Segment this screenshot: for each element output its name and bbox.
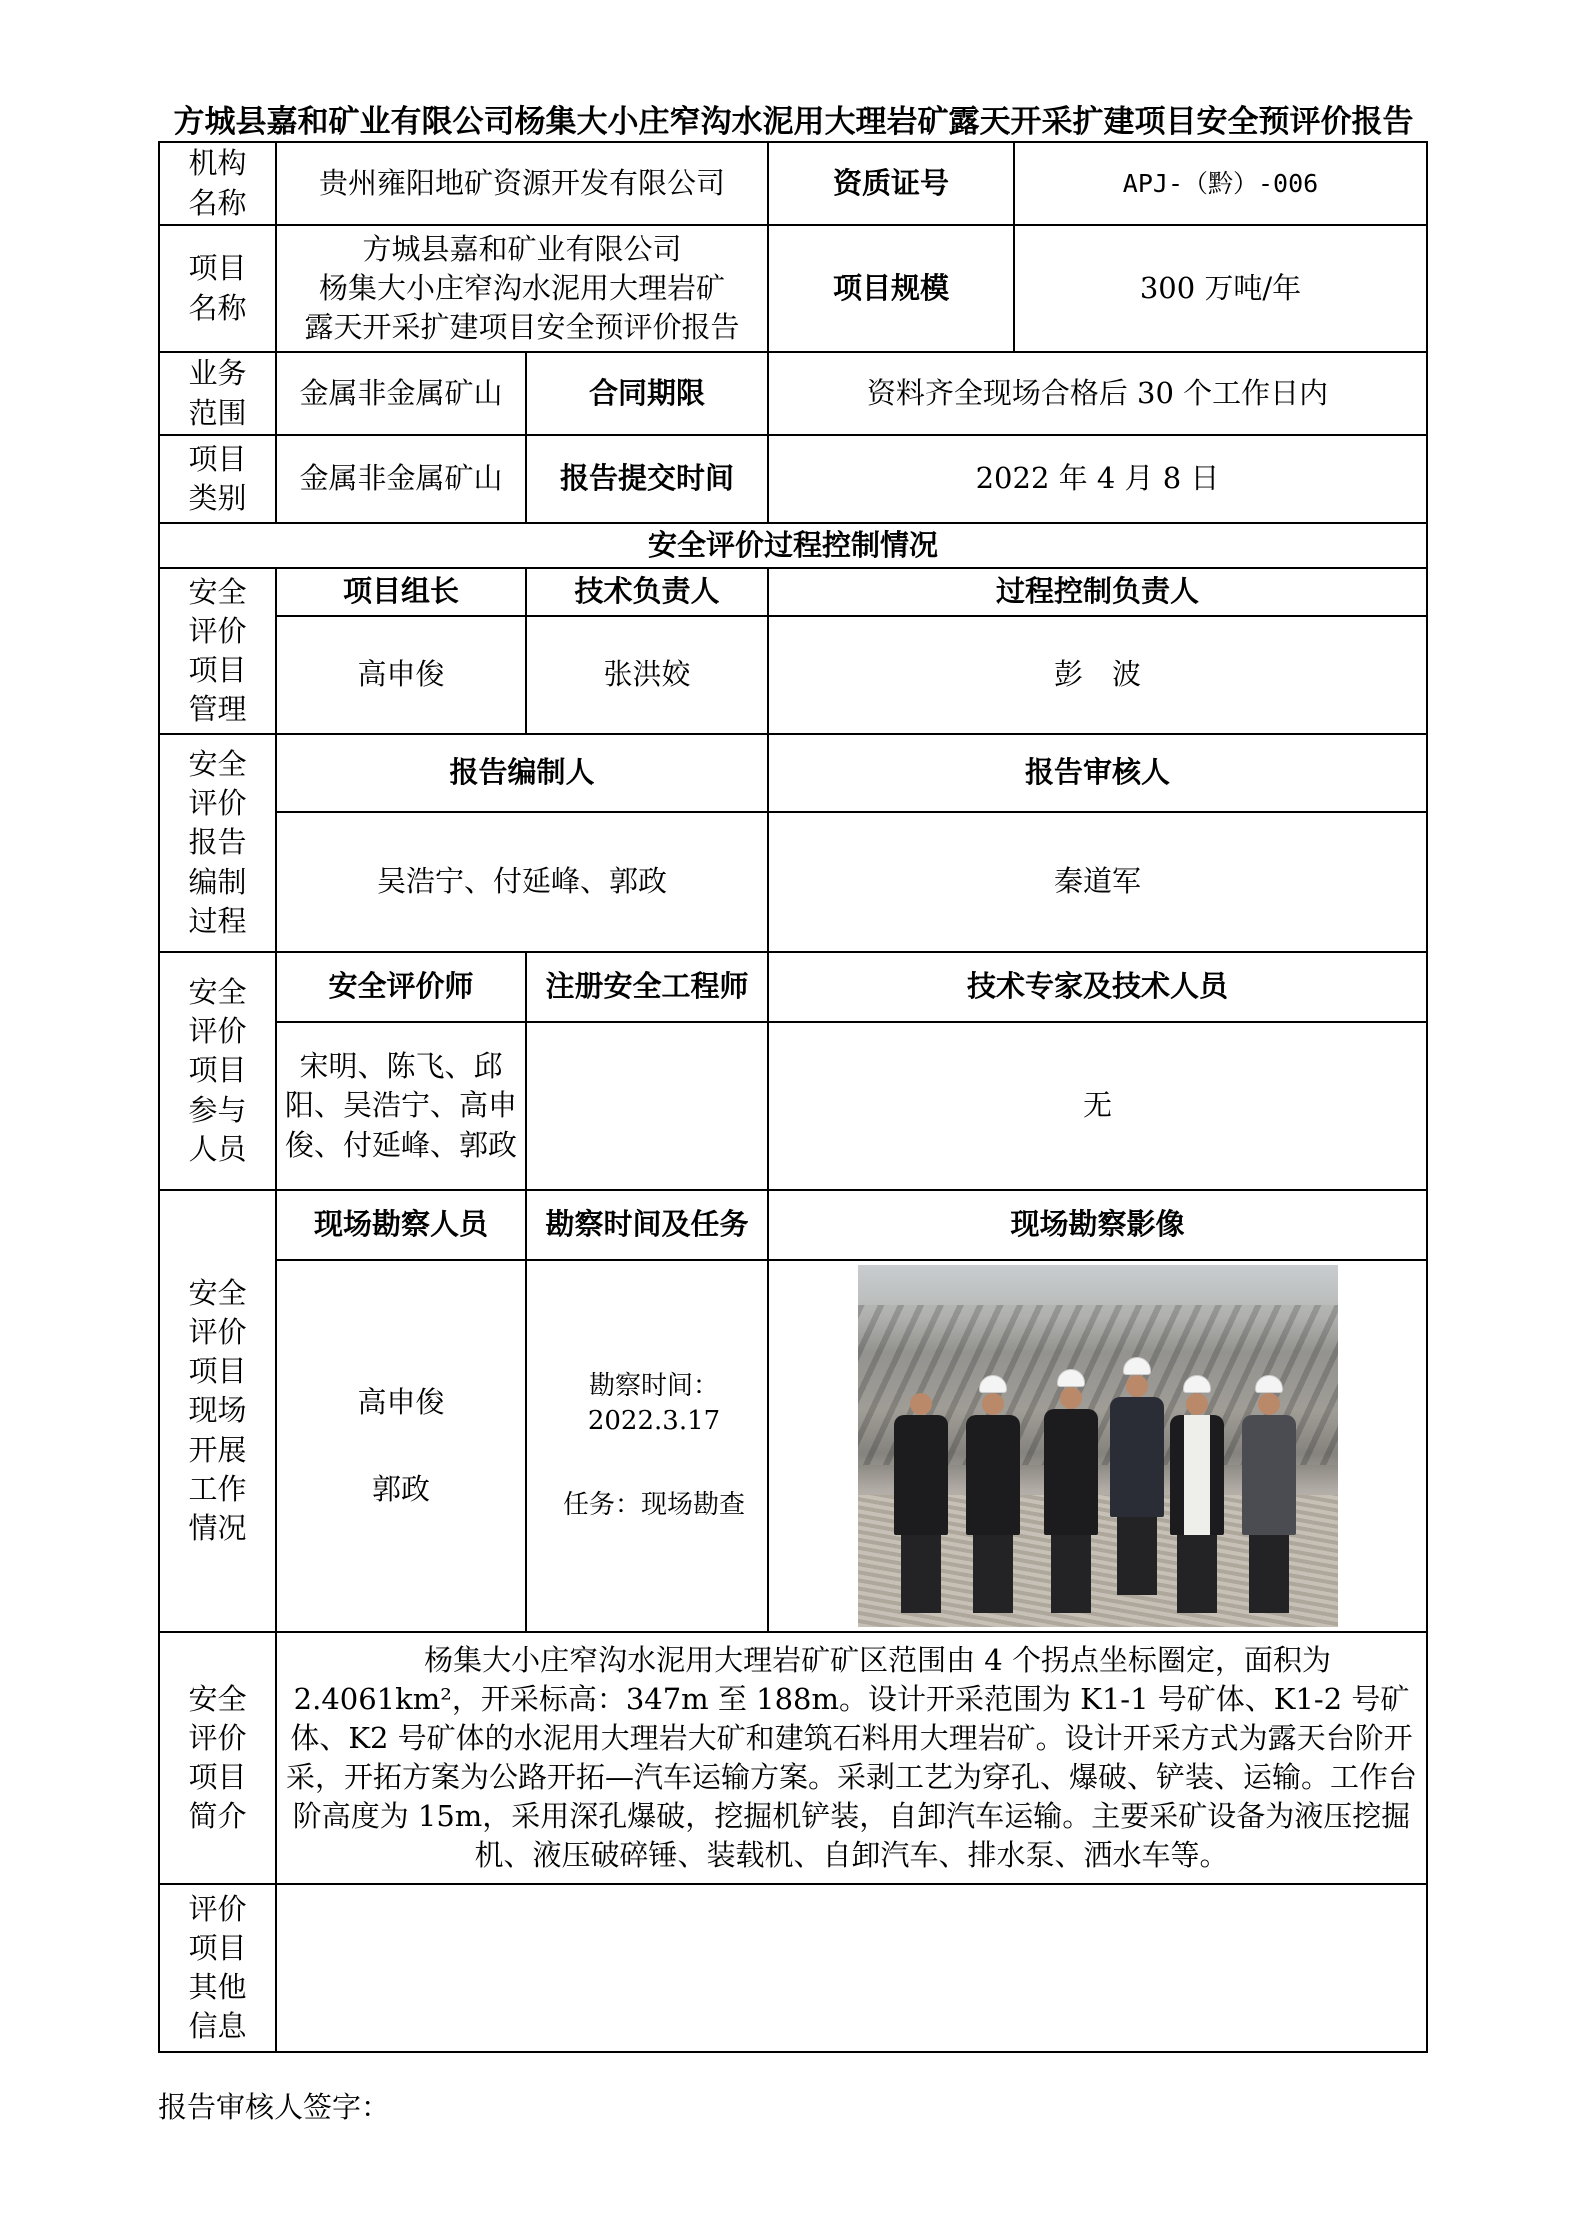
compiler-value: 吴浩宁、付延峰、郭政: [276, 812, 768, 952]
intro-label: 安全 评价 项目 简介: [159, 1632, 276, 1884]
scale-value: 300 万吨/年: [1014, 225, 1427, 352]
process-lead-header: 过程控制负责人: [768, 568, 1427, 616]
evaluator-header: 安全评价师: [276, 952, 526, 1022]
scope-value: 金属非金属矿山: [276, 352, 526, 435]
document-title: 方城县嘉和矿业有限公司杨集大小庄窄沟水泥用大理岩矿露天开采扩建项目安全预评价报告: [173, 104, 1414, 140]
survey-time: 勘察时间：2022.3.17: [587, 1371, 721, 1437]
leader-value: 高申俊: [276, 616, 526, 734]
tech-lead-value: 张洪姣: [526, 616, 768, 734]
project-value: 方城县嘉和矿业有限公司 杨集大小庄窄沟水泥用大理岩矿 露天开采扩建项目安全预评价报告: [276, 225, 768, 352]
survey-photo-cell: [768, 1260, 1427, 1632]
contract-value: 资料齐全现场合格后 30 个工作日内: [768, 352, 1427, 435]
project-label: 项目 名称: [159, 225, 276, 352]
cert-label: 资质证号: [768, 142, 1014, 225]
submit-label: 报告提交时间: [526, 435, 768, 523]
reviewer-header: 报告审核人: [768, 734, 1427, 812]
category-label: 项目 类别: [159, 435, 276, 523]
compile-label: 安全 评价 报告 编制 过程: [159, 734, 276, 952]
surveyor-2: 郭政: [371, 1472, 430, 1506]
survey-time-header: 勘察时间及任务: [526, 1190, 768, 1260]
site-label: 安全 评价 项目 现场 开展 工作 情况: [159, 1190, 276, 1632]
tech-lead-header: 技术负责人: [526, 568, 768, 616]
section-title: 安全评价过程控制情况: [159, 523, 1427, 568]
cert-value: APJ-（黔）-006: [1014, 142, 1427, 225]
surveyor-value: [276, 1260, 526, 1632]
engineer-header: 注册安全工程师: [526, 952, 768, 1022]
surveyor-header: 现场勘察人员: [276, 1190, 526, 1260]
other-label: 评价 项目 其他 信息: [159, 1884, 276, 2052]
surveyor-1: 高申俊: [357, 1384, 445, 1419]
process-lead-value: 彭 波: [768, 616, 1427, 734]
reviewer-value: 秦道军: [768, 812, 1427, 952]
participants-label: 安全 评价 项目 参与 人员: [159, 952, 276, 1190]
site-survey-photo: [858, 1265, 1338, 1627]
management-label: 安全 评价 项目 管理: [159, 568, 276, 734]
compiler-header: 报告编制人: [276, 734, 768, 812]
contract-label: 合同期限: [526, 352, 768, 435]
survey-task: 任务：现场勘查: [563, 1489, 746, 1520]
category-value: 金属非金属矿山: [276, 435, 526, 523]
engineer-value: [526, 1022, 768, 1190]
expert-value: 无: [768, 1022, 1427, 1190]
survey-image-header: 现场勘察影像: [768, 1190, 1427, 1260]
org-value: 贵州雍阳地矿资源开发有限公司: [276, 142, 768, 225]
submit-value: 2022 年 4 月 8 日: [768, 435, 1427, 523]
signature-label: 报告审核人签字：: [158, 2090, 391, 2124]
other-value: [276, 1884, 1427, 2052]
report-table-body: [158, 141, 1428, 2053]
leader-header: 项目组长: [276, 568, 526, 616]
scope-label: 业务 范围: [159, 352, 276, 435]
evaluator-value: 宋明、陈飞、邱阳、吴浩宁、高申俊、付延峰、郭政: [276, 1022, 526, 1190]
scale-label: 项目规模: [768, 225, 1014, 352]
expert-header: 技术专家及技术人员: [768, 952, 1427, 1022]
org-label: 机构 名称: [159, 142, 276, 225]
intro-text: 杨集大小庄窄沟水泥用大理岩矿矿区范围由 4 个拐点坐标圈定，面积为 2.4061km²，开采标高：347m 至 188m。设计开采范围为 K1-1 号矿体、K1-2 号矿体、K2 号矿体的水泥用大理岩大矿和建筑石料用大理岩矿。设计开采方式为露天台阶开采，开拓方案为公路开拓—汽车运输方案。采剥工艺为穿孔、爆破、铲装、运输。工作台阶高度为 15m，采用深孔爆破，挖掘机铲装，自卸汽车运输。主要采矿设备为液压挖掘机、液压破碎锤、装载机、自卸汽车、排水泵、洒水车等。: [276, 1632, 1427, 1884]
survey-time-task: [526, 1260, 768, 1632]
